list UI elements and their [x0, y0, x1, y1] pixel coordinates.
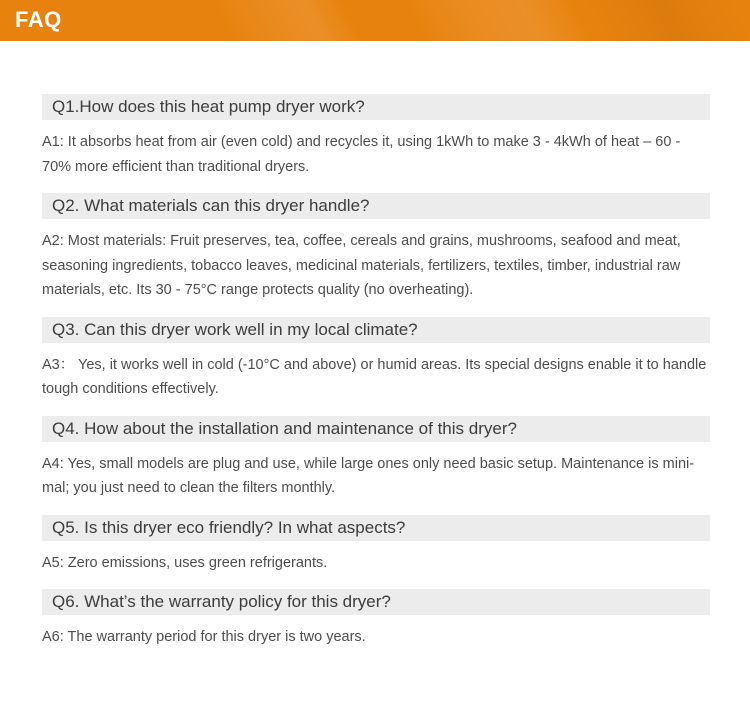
faq-question-text: Q5. Is this dryer eco friendly? In what aspects?: [52, 517, 406, 537]
faq-question-text: Q6. What’s the warranty policy for this dryer?: [52, 592, 391, 611]
faq-question-text: Q1.How does this heat pump dryer work?: [52, 97, 365, 116]
faq-item: [42, 94, 710, 179]
faq-item: [42, 515, 710, 576]
faq-answer-text: A6: The warranty period for this dryer is two years.: [42, 629, 366, 645]
faq-question-bar: [42, 317, 710, 343]
faq-answer-text: A5: Zero emissions, uses green refrigerants.: [42, 554, 328, 571]
faq-item: [42, 193, 710, 303]
faq-question-bar: [42, 589, 710, 615]
faq-answer-text: A3： Yes, it works well in cold (-10°C and above) or humid areas. Its special designs enable it to handle tough conditions effectively.: [42, 356, 707, 397]
faq-question-bar: [42, 515, 710, 541]
faq-question-bar: [42, 193, 710, 219]
faq-item: [42, 317, 710, 402]
banner-title: FAQ: [15, 6, 62, 32]
faq-question-text: Q2. What materials can this dryer handle?: [52, 196, 370, 215]
faq-question-text: Q3. Can this dryer work well in my local climate?: [52, 319, 418, 339]
faq-question-text: Q4. How about the installation and maintenance of this dryer?: [52, 418, 517, 438]
faq-answer-text: A1: It absorbs heat from air (even cold) and recycles it, using 1kWh to make 3 - 4kWh of heat – 60 - 70% more efficient than traditional dryers.: [42, 134, 681, 175]
faq-banner: [0, 0, 750, 41]
faq-content: [42, 94, 710, 650]
faq-item: [42, 416, 710, 501]
faq-question-bar: [42, 94, 710, 120]
faq-answer-text: A2: Most materials: Fruit preserves, tea, coffee, cereals and grains, mushrooms, seafood and meat, seasoning ingredients, tobacco leaves, medicinal materials, fertilizers, textiles, timber, industrial raw materials, etc. Its 30 - 75°C range protects quality (no overheating).: [42, 233, 681, 298]
faq-item: [42, 589, 710, 650]
faq-answer-text: A4: Yes, small models are plug and use, while large ones only need basic setup. Maintenance is minimal; you just need to clean the filters monthly.: [42, 455, 695, 496]
faq-question-bar: [42, 416, 710, 442]
